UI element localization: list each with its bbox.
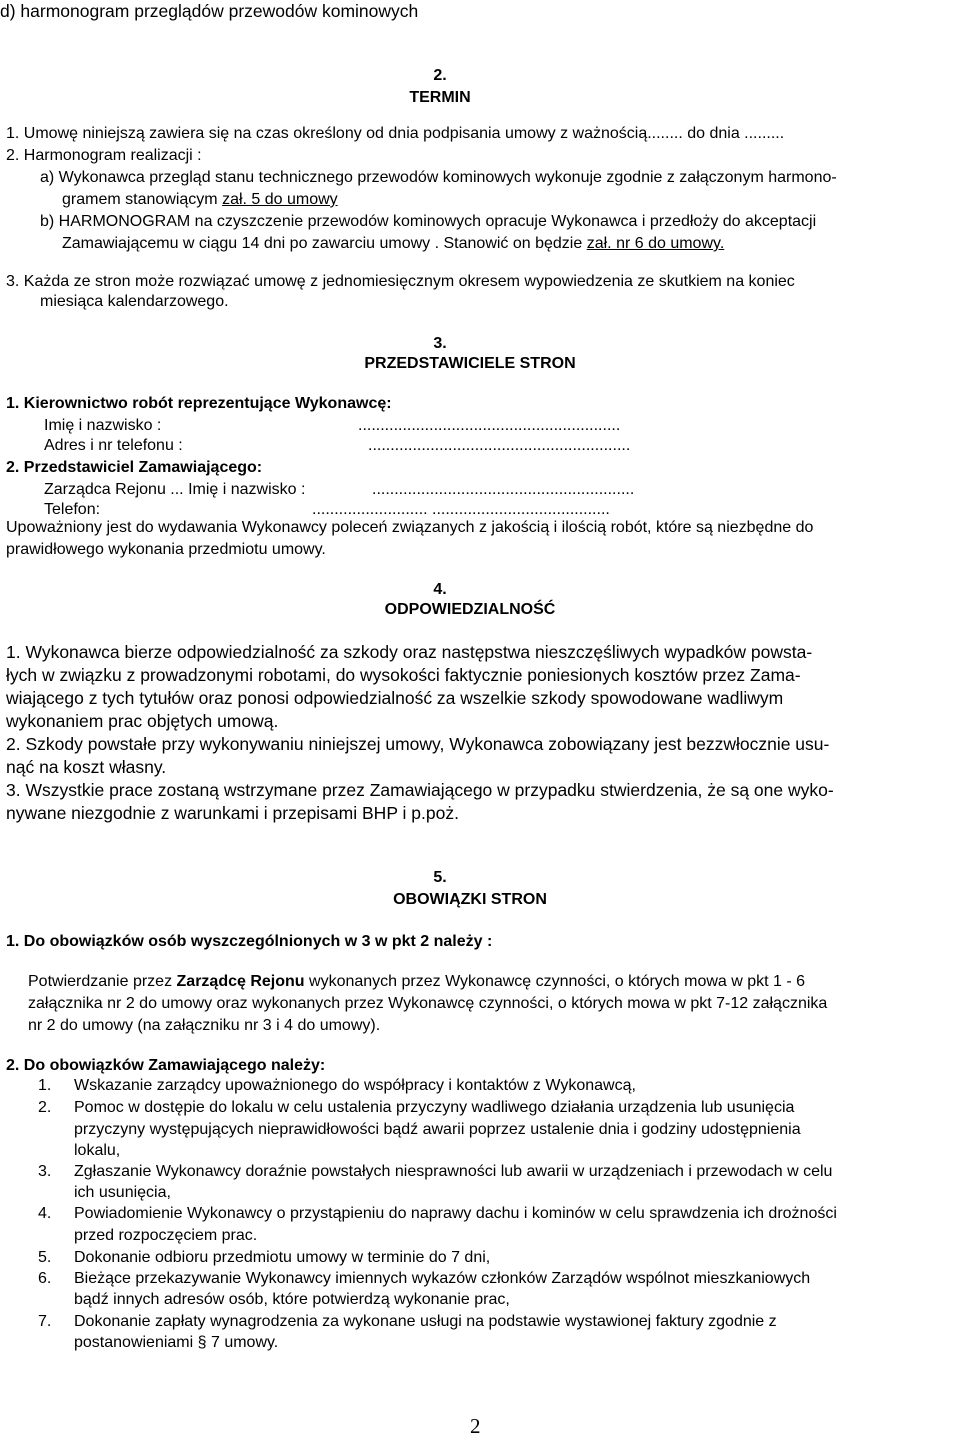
- list-item: Zgłaszanie Wykonawcy doraźnie powstałych niesprawności lub awarii w urządzeniach i przewodach w celu: [74, 1163, 833, 1180]
- paragraph: 2. Szkody powstałe przy wykonywaniu niniejszej umowy, Wykonawca zobowiązany jest bezzwłocznie usu-: [6, 734, 830, 754]
- list-item: Dokonanie odbioru przedmiotu umowy w terminie do 7 dni,: [74, 1249, 491, 1266]
- subheading: 1. Do obowiązków osób wyszczególnionych w 3 w pkt 2 należy :: [6, 933, 493, 950]
- section-number: 5.: [433, 869, 447, 886]
- paragraph: miesiąca kalendarzowego.: [40, 293, 229, 310]
- list-item: przed rozpoczęciem prac.: [74, 1227, 258, 1244]
- field-label: Telefon:: [44, 501, 101, 518]
- field-label: Zarządca Rejonu ... Imię i nazwisko :: [44, 481, 306, 498]
- paragraph: nywane niezgodnie z warunkami i przepisami BHP i p.poż.: [6, 803, 459, 823]
- list-number: 4.: [38, 1205, 52, 1222]
- list-number: 3.: [38, 1163, 52, 1180]
- page-number: 2: [470, 1414, 481, 1438]
- field-label: Imię i nazwisko :: [44, 417, 162, 434]
- list-item: bądź innych adresów osób, które potwierdzą wykonanie prac,: [74, 1291, 510, 1308]
- paragraph: 1. Umowę niniejszą zawiera się na czas określony od dnia podpisania umowy z ważnością........ do dnia .........: [6, 125, 785, 142]
- list-item: Wskazanie zarządcy upoważnionego do współpracy i kontaktów z Wykonawcą,: [74, 1077, 636, 1094]
- section-title: PRZEDSTAWICIELE STRON: [364, 355, 576, 372]
- fill-in-dots: ...........................................................: [372, 481, 635, 498]
- paragraph: a) Wykonawca przegląd stanu technicznego przewodów kominowych wykonuje zgodnie z załączonym harmono-: [40, 169, 837, 186]
- list-number: 2.: [38, 1099, 52, 1116]
- paragraph: [62, 234, 724, 254]
- paragraph: 3. Wszystkie prace zostaną wstrzymane przez Zamawiającego w przypadku stwierdzenia, że są one wyko-: [6, 780, 834, 800]
- list-item: Pomoc w dostępie do lokalu w celu ustalenia przyczyny wadliwego działania urządzenia lub usunięcia: [74, 1099, 795, 1116]
- list-item: postanowieniami § 7 umowy.: [74, 1334, 279, 1351]
- paragraph: prawidłowego wykonania przedmiotu umowy.: [6, 541, 326, 558]
- paragraph: [28, 972, 805, 992]
- list-item: Bieżące przekazywanie Wykonawcy imiennych wykazów członków Zarządów wspólnot mieszkaniowych: [74, 1270, 811, 1287]
- list-number: 5.: [38, 1249, 52, 1266]
- paragraph: wiającego z tych tytułów oraz ponosi odpowiedzialność za wszelkie szkody spowodowane wadliwym: [6, 688, 784, 708]
- field-label: Adres i nr telefonu :: [44, 437, 183, 454]
- text: Potwierdzanie przez: [28, 973, 173, 990]
- attachment-ref: zał. nr 6 do umowy.: [586, 235, 725, 252]
- paragraph: b) HARMONOGRAM na czyszczenie przewodów kominowych opracuje Wykonawca i przedłoży do akceptacji: [40, 213, 817, 230]
- paragraph: 1. Wykonawca bierze odpowiedzialność za szkody oraz następstwa nieszczęśliwych wypadków powsta-: [6, 642, 813, 662]
- list-item: ich usunięcia,: [74, 1184, 171, 1201]
- section-number: 3.: [433, 335, 447, 352]
- list-item: Powiadomienie Wykonawcy o przystąpieniu do naprawy dachu i kominów w celu sprawdzenia ich drożności: [74, 1205, 837, 1222]
- list-item: przyczyny występujących nieprawidłowości bądź awarii poprzez ustalenie dnia i godziny udostępnienia: [74, 1121, 801, 1138]
- section-title: ODPOWIEDZIALNOŚĆ: [384, 601, 556, 618]
- paragraph: 3. Każda ze stron może rozwiązać umowę z jednomiesięcznym okresem wypowiedzenia ze skutkiem na koniec: [6, 273, 795, 290]
- heading-line: d) harmonogram przeglądów przewodów kominowych: [0, 1, 419, 21]
- list-item: lokalu,: [74, 1142, 121, 1159]
- paragraph: 2. Harmonogram realizacji :: [6, 147, 202, 164]
- paragraph: nr 2 do umowy (na załączniku nr 3 i 4 do umowy).: [28, 1017, 381, 1034]
- section-number: 2.: [433, 67, 447, 84]
- text: wykonanych przez Wykonawcę czynności, o których mowa w pkt 1 - 6: [309, 973, 806, 990]
- fill-in-dots: ...........................................................: [358, 417, 621, 434]
- list-number: 7.: [38, 1313, 52, 1330]
- subheading: 1. Kierownictwo robót reprezentujące Wykonawcę:: [6, 395, 392, 412]
- section-title: TERMIN: [409, 89, 471, 106]
- paragraph: łych w związku z prowadzonymi robotami, do wysokości faktycznie poniesionych kosztów przez Zama-: [6, 665, 801, 685]
- list-number: 1.: [38, 1077, 52, 1094]
- section-number: 4.: [433, 581, 447, 598]
- subheading: 2. Przedstawiciel Zamawiającego:: [6, 459, 263, 476]
- text: gramem stanowiącym: [62, 191, 218, 208]
- list-number: 6.: [38, 1270, 52, 1287]
- subheading: 2. Do obowiązków Zamawiającego należy:: [6, 1057, 326, 1074]
- paragraph: załącznika nr 2 do umowy oraz wykonanych przez Wykonawcę czynności, o których mowa w pkt 7-12 załącznika: [28, 995, 828, 1012]
- text: Zamawiającemu w ciągu 14 dni po zawarciu umowy . Stanowić on będzie: [62, 235, 583, 252]
- fill-in-dots: .......................... ........................................: [312, 501, 610, 518]
- paragraph: nąć na koszt własny.: [6, 757, 167, 777]
- list-item: Dokonanie zapłaty wynagrodzenia za wykonane usługi na podstawie wystawionej faktury zgodnie z: [74, 1313, 777, 1330]
- attachment-ref: zał. 5 do umowy: [222, 191, 338, 208]
- emphasis: Zarządcę Rejonu: [176, 973, 305, 990]
- paragraph: [62, 190, 338, 210]
- section-title: OBOWIĄZKI STRON: [393, 891, 547, 908]
- paragraph: Upoważniony jest do wydawania Wykonawcy poleceń związanych z jakością i ilością robót, które są niezbędne do: [6, 519, 814, 536]
- paragraph: wykonaniem prac objętych umową.: [6, 711, 279, 731]
- fill-in-dots: ...........................................................: [368, 437, 631, 454]
